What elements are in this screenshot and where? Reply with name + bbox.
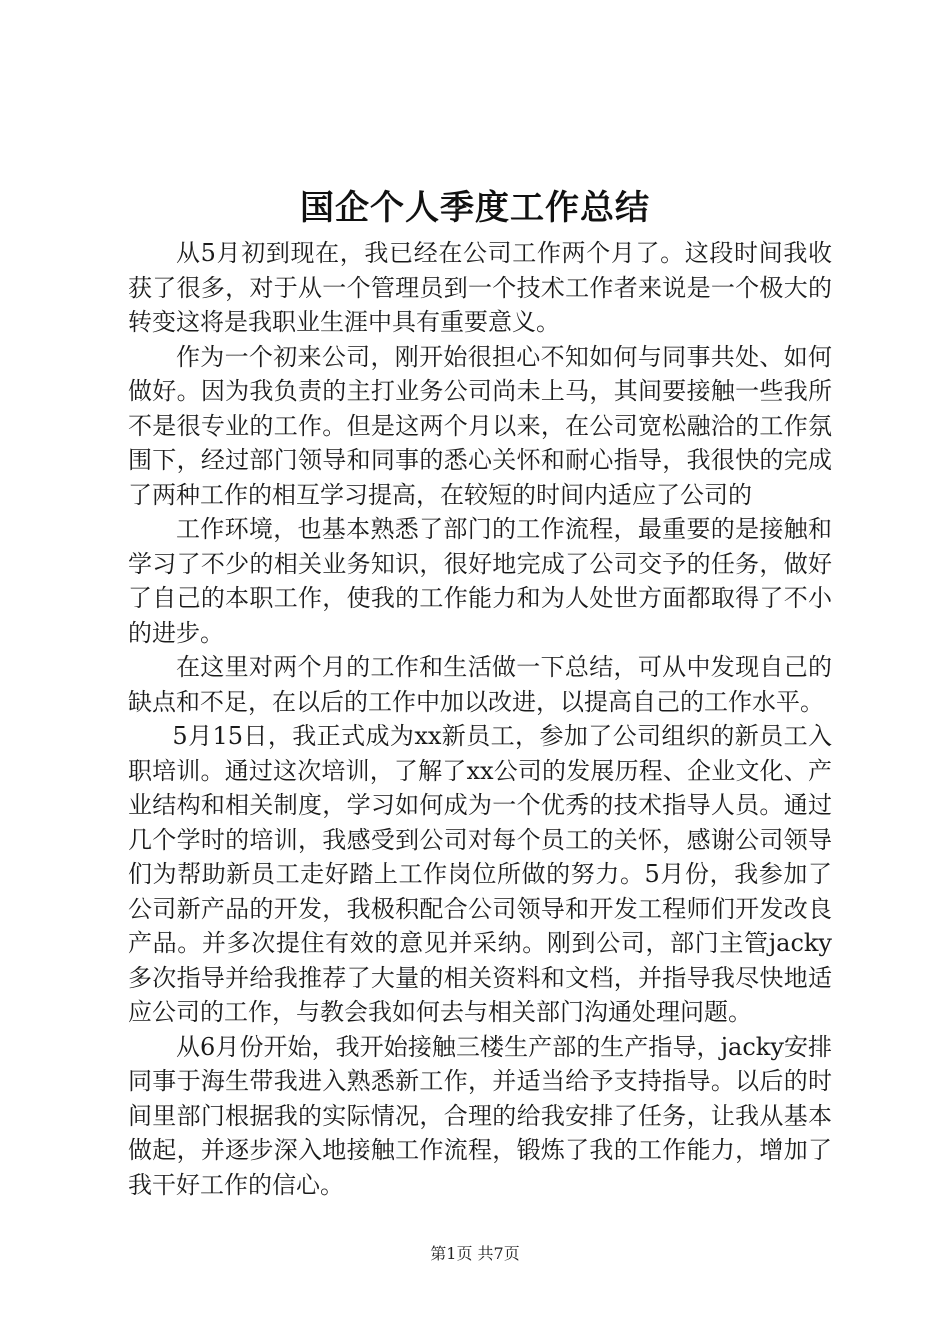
document-title: 国企个人季度工作总结 <box>300 188 650 228</box>
paragraph: 从5月初到现在，我已经在公司工作两个月了。这段时间我收获了很多，对于从一个管理员到一个技术工作者来说是一个极大的转变这将是我职业生涯中具有重要意义。 <box>128 239 832 336</box>
document-body <box>128 236 832 1202</box>
page-footer: 第1页 共7页 <box>430 1244 520 1263</box>
paragraph: 作为一个初来公司，刚开始很担心不知如何与同事共处、如何做好。因为我负责的主打业务公司尚未上马，其间要接触一些我所不是很专业的工作。但是这两个月以来，在公司宽松融洽的工作氛围下，经过部门领导和同事的悉心关怀和耐心指导，我很快的完成了两种工作的相互学习提高，在较短的时间内适应了公司的 <box>128 342 832 509</box>
paragraph: 工作环境，也基本熟悉了部门的工作流程，最重要的是接触和学习了不少的相关业务知识，很好地完成了公司交予的任务，做好了自己的本职工作，使我的工作能力和为人处世方面都取得了不小的进步。 <box>128 515 832 647</box>
paragraph: 5月15日，我正式成为xx新员工，参加了公司组织的新员工入职培训。通过这次培训，了解了xx公司的发展历程、企业文化、产业结构和相关制度，学习如何成为一个优秀的技术指导人员。通过几个学时的培训，我感受到公司对每个员工的关怀，感谢公司领导们为帮助新员工走好踏上工作岗位所做的努力。5月份，我参加了公司新产品的开发，我极积配合公司领导和开发工程师们开发改良产品。并多次提住有效的意见并采纳。刚到公司，部门主管jacky多次指导并给我推荐了大量的相关资料和文档，并指导我尽快地适应公司的工作，与教会我如何去与相关部门沟通处理问题。 <box>128 722 832 1026</box>
paragraph: 在这里对两个月的工作和生活做一下总结，可从中发现自己的缺点和不足，在以后的工作中加以改进，以提高自己的工作水平。 <box>128 653 832 716</box>
paragraph: 从6月份开始，我开始接触三楼生产部的生产指导，jacky安排同事于海生带我进入熟悉新工作，并适当给予支持指导。以后的时间里部门根据我的实际情况，合理的给我安排了任务，让我从基本做起，并逐步深入地接触工作流程，锻炼了我的工作能力，增加了我干好工作的信心。 <box>128 1032 832 1199</box>
